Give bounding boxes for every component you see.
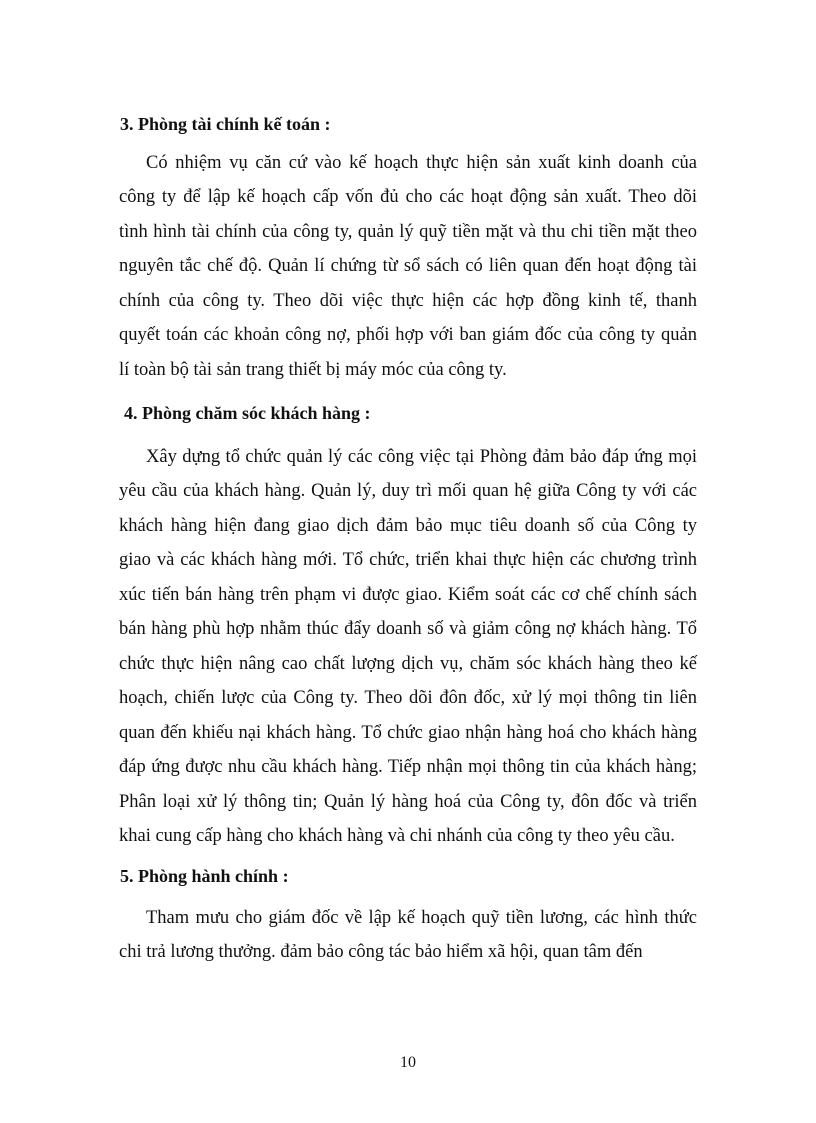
paragraph-line: Phân loại xử lý thông tin; Quản lý hàng hoá của Công ty, đôn đốc và triển	[119, 792, 697, 812]
paragraph-line: tình hình tài chính của công ty, quản lý quỹ tiền mặt và thu chi tiền mặt theo	[119, 222, 697, 242]
paragraph-line: giao và các khách hàng mới. Tổ chức, triển khai thực hiện các chương trình	[119, 550, 697, 570]
paragraph-line: hoạch, chiến lược của Công ty. Theo dõi đôn đốc, xử lý mọi thông tin liên	[119, 688, 697, 708]
page-number: 10	[400, 1054, 416, 1071]
paragraph-line: chức thực hiện nâng cao chất lượng dịch vụ, chăm sóc khách hàng theo kế	[119, 654, 697, 674]
paragraph-line: nguyên tắc chế độ. Quản lí chứng từ sổ sách có liên quan đến hoạt động tài	[119, 256, 697, 276]
section-heading-5: 5. Phòng hành chính :	[120, 866, 289, 886]
paragraph-line: Có nhiệm vụ căn cứ vào kế hoạch thực hiện sản xuất kinh doanh của	[146, 153, 697, 173]
paragraph-line: chính của công ty. Theo dõi việc thực hiện các hợp đồng kinh tế, thanh	[119, 291, 697, 311]
paragraph-line: xúc tiến bán hàng trên phạm vi được giao. Kiểm soát các cơ chế chính sách	[119, 585, 697, 605]
paragraph-line: lí toàn bộ tài sản trang thiết bị máy móc của công ty.	[119, 360, 507, 380]
section-heading-3: 3. Phòng tài chính kế toán :	[120, 114, 331, 134]
paragraph-line: đáp ứng được nhu cầu khách hàng. Tiếp nhận mọi thông tin của khách hàng;	[119, 757, 697, 777]
paragraph-line: chi trả lương thưởng. đảm bảo công tác bảo hiểm xã hội, quan tâm đến	[119, 942, 643, 962]
paragraph-line: quyết toán các khoản công nợ, phối hợp với ban giám đốc của công ty quản	[119, 325, 697, 345]
paragraph-line: Xây dựng tổ chức quản lý các công việc tại Phòng đảm bảo đáp ứng mọi	[146, 447, 697, 467]
paragraph-line: bán hàng phù hợp nhằm thúc đẩy doanh số và giảm công nợ khách hàng. Tổ	[119, 619, 697, 639]
paragraph-line: khai cung cấp hàng cho khách hàng và chi nhánh của công ty theo yêu cầu.	[119, 826, 675, 846]
section-heading-4: 4. Phòng chăm sóc khách hàng :	[124, 403, 371, 423]
paragraph-line: khách hàng hiện đang giao dịch đảm bảo mục tiêu doanh số của Công ty	[119, 516, 697, 536]
paragraph-line: yêu cầu của khách hàng. Quản lý, duy trì mối quan hệ giữa Công ty với các	[119, 481, 697, 501]
paragraph-line: công ty để lập kế hoạch cấp vốn đủ cho các hoạt động sản xuất. Theo dõi	[119, 187, 697, 207]
paragraph-line: Tham mưu cho giám đốc về lập kế hoạch quỹ tiền lương, các hình thức	[146, 908, 697, 928]
paragraph-line: quan đến khiếu nại khách hàng. Tổ chức giao nhận hàng hoá cho khách hàng	[119, 723, 697, 743]
